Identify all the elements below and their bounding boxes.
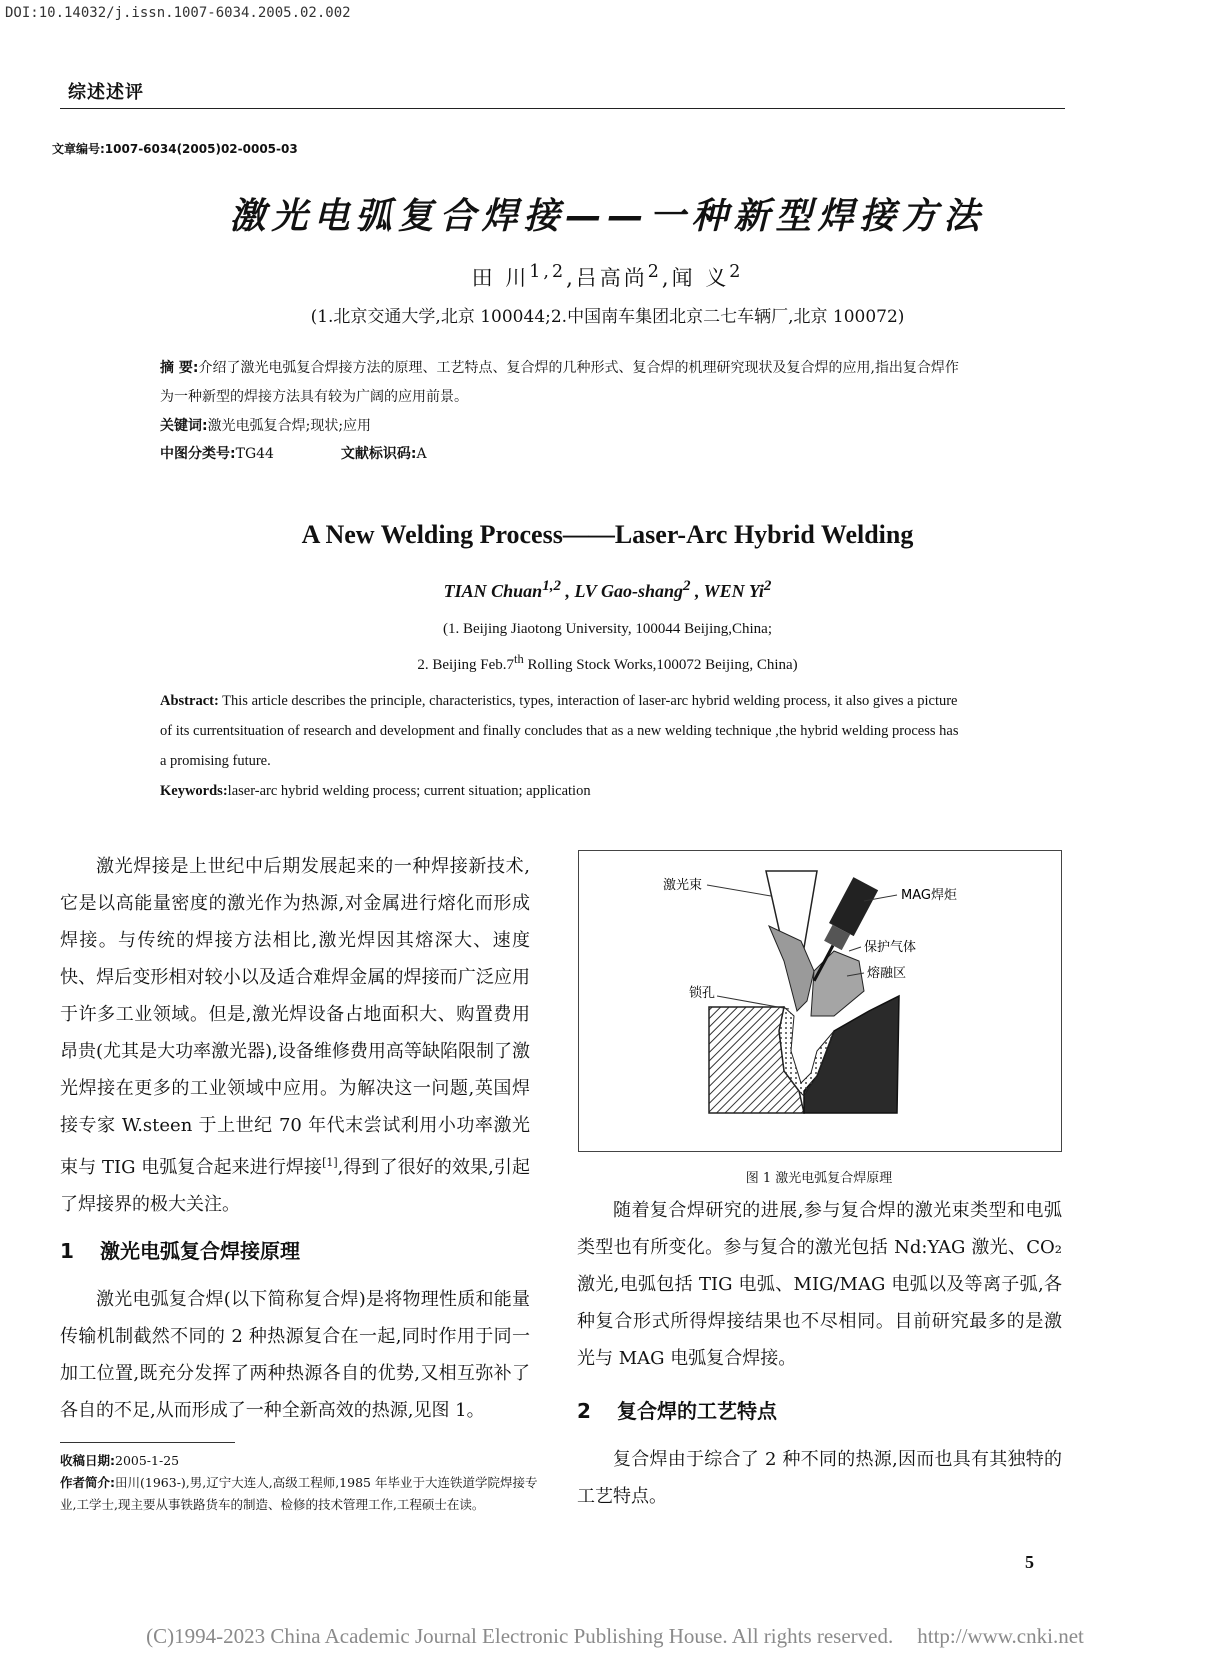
author-en-2: LV Gao-shang [574,581,683,601]
author-bio-text: 田川(1963-),男,辽宁大连人,高级工程师,1985 年毕业于大连铁道学院焊接专业,工学士,现主要从事铁路货车的制造、检修的技术管理工作,工程硕士在读。 [60,1475,538,1512]
keywords-en [160,776,960,806]
section-1-number: 1 [60,1239,74,1263]
classification-line [160,440,960,468]
affiliation-cn: (1.北京交通大学,北京 100044;2.中国南车集团北京二七车辆厂,北京 100072) [310,307,905,327]
author-3: 闻 义 [671,266,730,290]
author-bio [60,1472,545,1516]
shielding-gas [811,951,864,1016]
gas-plume-left [769,926,814,1011]
leader-laser [707,885,771,896]
intro-paragraph [60,848,530,1223]
article-number: 文章编号:1007-6034(2005)02-0005-03 [52,142,298,156]
doi: DOI:10.14032/j.issn.1007-6034.2005.02.002 [5,5,351,21]
intro-text-end: ,得到了很好的效果,引起了焊接界的极大关注。 [60,1157,531,1215]
section-2-title: 复合焊的工艺特点 [617,1399,777,1423]
intro-text: 激光焊接是上世纪中后期发展起来的一种焊接新技术,它是以高能量密度的激光作为热源,对金属进行熔化而形成焊接。与传统的焊接方法相比,激光焊因其熔深大、速度快、焊后变形相对较小以及适合难焊金属的焊接而广泛应用于许多工业领域。但是,激光焊设备占地面积大、购置费用昂贵(尤其是大功率激光器),设备维修费用高等缺陷限制了激光焊接在更多的工业领域中应用。为解决这一问题,英国焊接专家 W.steen 于上世纪 70 年代末尝试利用小功率激光束与 TIG 电弧复合起来进行焊接 [60,856,530,1178]
body-right-column [577,1192,1062,1515]
abstract-en-label: Abstract: [160,693,219,709]
abstract-cn-block [160,354,960,468]
author-en-1: TIAN Chuan [443,581,543,601]
clc-label: 中图分类号: [160,446,236,462]
principle-paragraph: 激光电弧复合焊(以下简称复合焊)是将物理性质和能量传输机制截然不同的 2 种热源复合在一起,同时作用于同一加工位置,既充分发挥了两种热源各自的优势,又相互弥补了各自的不足,从而形成了一种全新高效的热源,见图 1。 [60,1289,530,1421]
copyright-footer [40,1624,1190,1649]
doc-code-label: 文献标识码: [340,446,417,462]
figure-caption: 图 1 激光电弧复合焊原理 [745,1171,893,1186]
keywords-cn [160,412,960,440]
page-number: 5 [1025,1552,1034,1572]
keywords-cn-text: 激光电弧复合焊;现状;应用 [207,418,372,434]
keywords-en-text: laser-arc hybrid welding process; current situation; application [227,783,591,799]
received-date [60,1450,545,1472]
hybrid-welding-diagram [579,851,1061,1151]
author-1: 田 川 [471,266,530,290]
abstract-en-text: This article describes the principle, characteristics, types, interaction of laser-arc hybrid welding process, it also gives a picture of its currentsituation of research and development and finally concludes that as a new welding technique ,the hybrid welding process has a promising future. [160,693,959,769]
abstract-cn-label: 摘 要: [160,360,199,376]
copyright-text: (C)1994-2023 China Academic Journal Electronic Publishing House. All rights reserved. [146,1624,894,1648]
abstract-en [160,686,960,776]
label-pool: 熔融区 [867,966,907,981]
section-2-heading [577,1391,1062,1431]
abstract-en-block [160,686,960,806]
keywords-en-label: Keywords: [160,783,228,799]
section-label: 综述述评 [68,82,144,103]
types-paragraph: 随着复合焊研究的进展,参与复合焊的激光束类型和电弧类型也有所变化。参与复合的激光包括 Nd:YAG 激光、CO₂ 激光,电弧包括 TIG 电弧、MIG/MAG 电弧以及等离子弧,各种复合形式所得焊接结果也不尽相同。目前研究最多的是激光与 MAG 电弧复合焊接。 [577,1200,1062,1369]
affiliation-en-line2 [0,644,1215,680]
section-2-number: 2 [577,1399,591,1423]
citation-ref[interactable]: [1] [322,1156,338,1169]
author-3-sup: 2 [729,262,744,282]
leader-gas [849,947,861,951]
figure-1 [578,850,1062,1152]
received-value: 2005-1-25 [115,1453,180,1468]
affiliation-en-line1: (1. Beijing Jiaotong University, 100044 Beijing,China; [442,621,772,637]
author-2: 吕高尚 [575,266,648,290]
authors-en: TIAN Chuan$^{1,2}$ , LV Gao-shang$^2$ , WEN Yi$^2$ [443,578,772,601]
affiliation-en-line2-post: Rolling Stock Works,100072 Beijing, China) [523,657,798,673]
footnote-rule [60,1442,235,1443]
section-1-heading [60,1231,530,1271]
header-rule [60,108,1065,109]
label-laser: 激光束 [663,878,703,893]
features-paragraph: 复合焊由于综合了 2 种不同的热源,因而也具有其独特的工艺特点。 [577,1449,1062,1507]
section-1-title: 激光电弧复合焊接原理 [100,1239,300,1263]
author-2-sup: 2 [647,262,662,282]
received-label: 收稿日期: [60,1453,115,1468]
author-en-3: WEN Yi [703,581,764,601]
cnki-url[interactable]: http://www.cnki.net [917,1624,1084,1648]
author-bio-label: 作者简介: [60,1475,115,1490]
footnote [60,1450,545,1516]
title-cn: 激光电弧复合焊接——一种新型焊接方法 [229,196,986,237]
keywords-cn-label: 关键词: [160,418,208,434]
clc-value: TG44 [235,446,274,462]
abstract-cn-text: 介绍了激光电弧复合焊接方法的原理、工艺特点、复合焊的几种形式、复合焊的机理研究现状及复合焊的应用,指出复合焊作为一种新型的焊接方法具有较为广阔的应用前景。 [160,360,959,405]
affiliation-en-line2-sup: th [514,652,524,666]
affiliation-en-line2-pre: 2. Beijing Feb.7 [417,657,514,673]
affiliation-en [0,614,1215,680]
title-en: A New Welding Process——Laser-Arc Hybrid Welding [301,520,914,549]
label-keyhole: 锁孔 [689,986,716,1001]
body-left-column [60,848,530,1429]
author-en-3-sup: 2 [763,578,772,594]
author-en-2-sup: 2 [682,578,691,594]
abstract-cn [160,354,960,412]
doc-code-value: A [416,446,427,462]
authors-cn: 田 川$^{1,2}$,吕高尚$^2$,闻 义$^2$ [471,262,744,290]
author-en-1-sup: 1,2 [542,578,561,594]
label-torch: MAG焊炬 [901,888,957,903]
author-1-sup: 1,2 [529,262,567,282]
label-gas: 保护气体 [864,940,917,955]
